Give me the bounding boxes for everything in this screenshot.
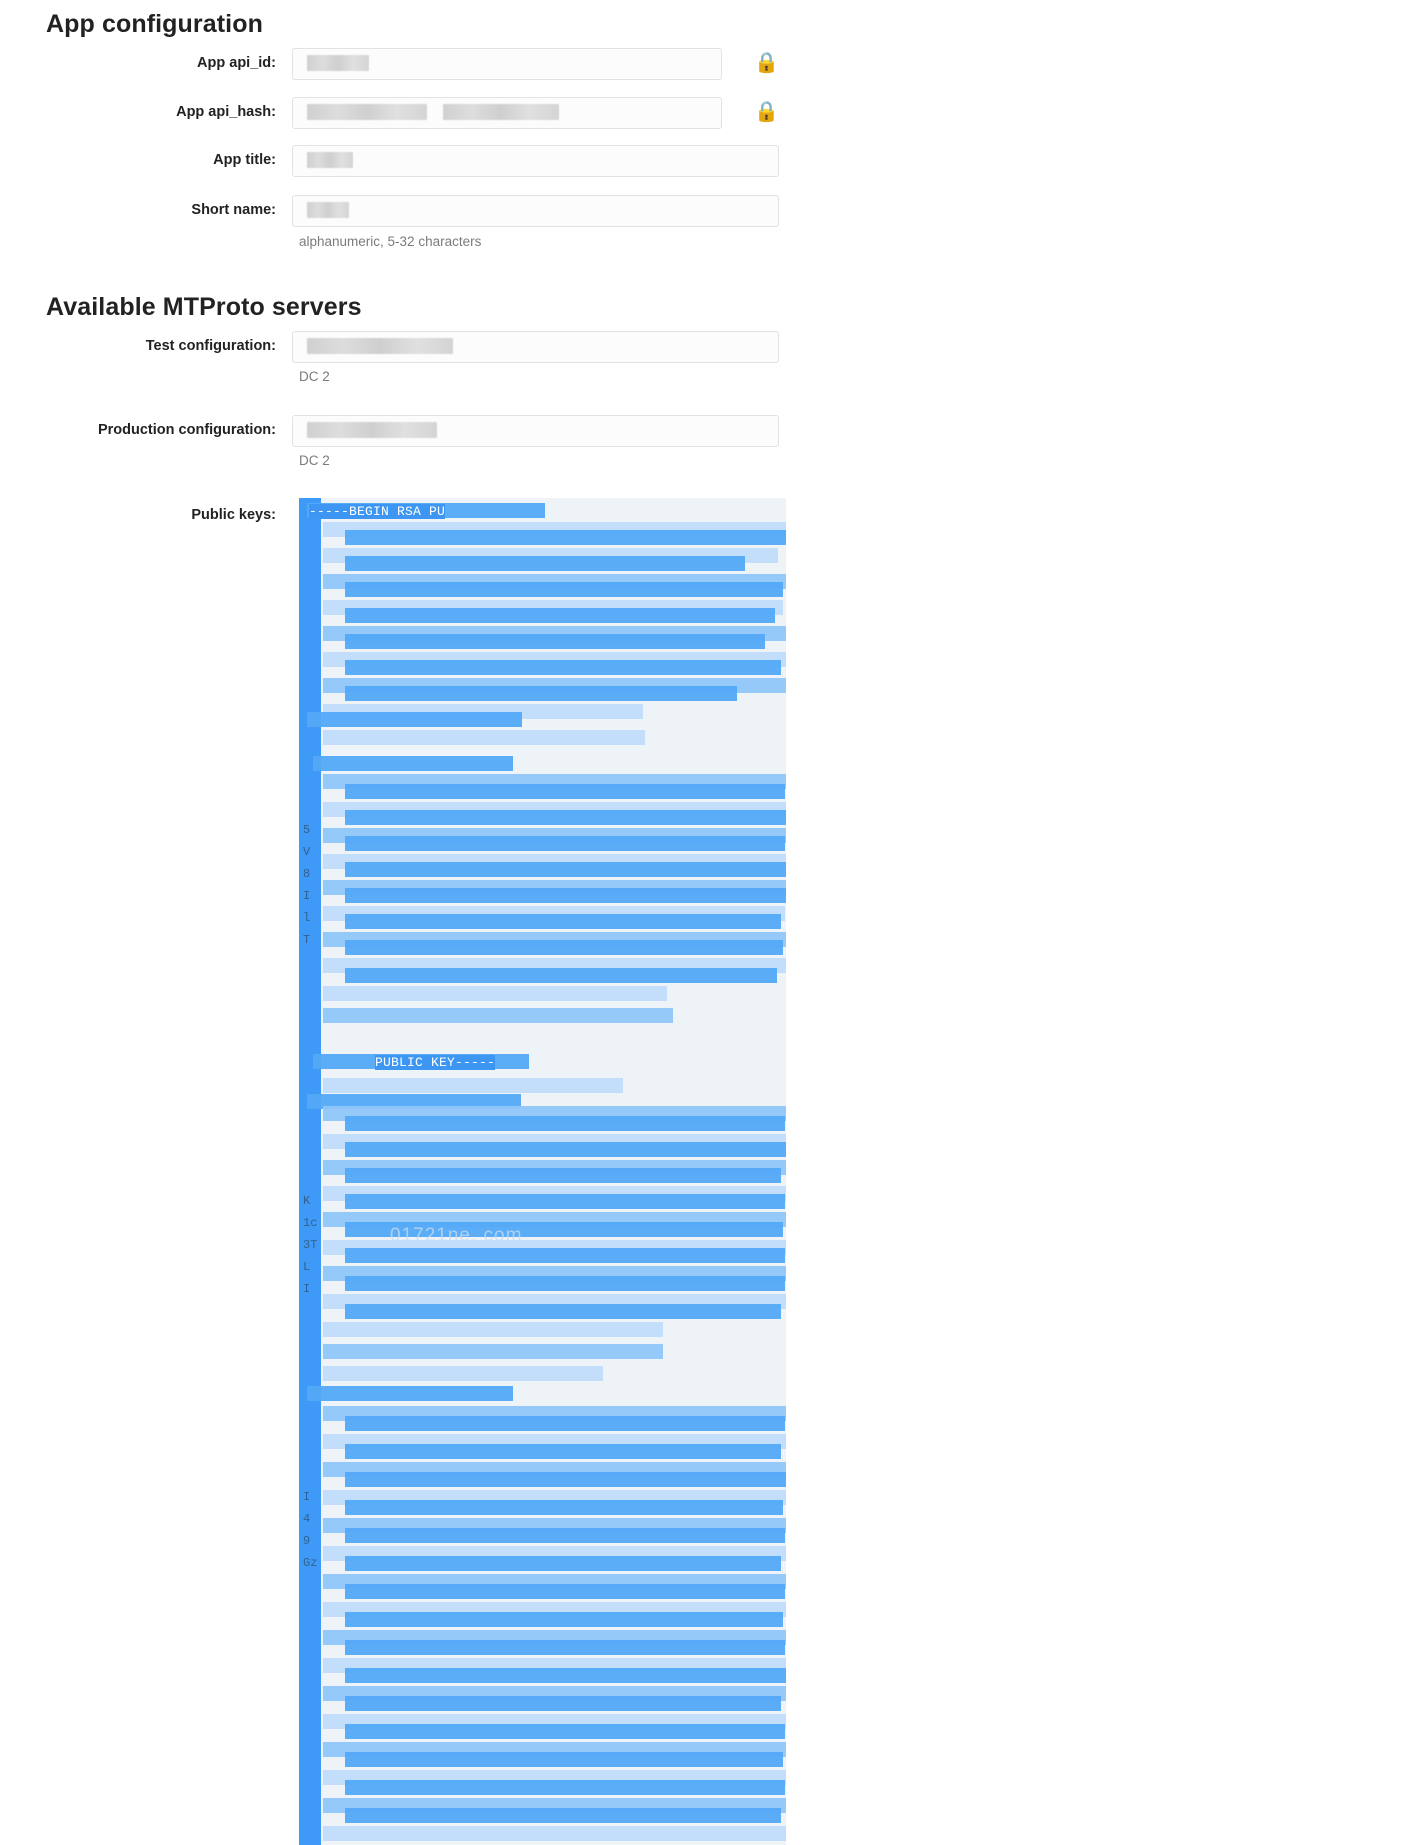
redaction-line bbox=[345, 1780, 785, 1795]
redaction-line bbox=[345, 1116, 785, 1131]
redaction-line bbox=[345, 1528, 785, 1543]
redaction-app-api-hash-part1 bbox=[307, 104, 427, 120]
redaction-line bbox=[345, 940, 783, 955]
redaction-line bbox=[323, 1322, 663, 1337]
label-public-keys: Public keys: bbox=[191, 507, 276, 523]
redaction-line bbox=[323, 1008, 673, 1023]
field-row-app-api-id bbox=[46, 48, 722, 80]
redaction-line bbox=[307, 712, 522, 727]
redaction-line bbox=[345, 608, 775, 623]
field-row-public-keys bbox=[46, 500, 292, 523]
redaction-line bbox=[345, 968, 777, 983]
test-configuration-dc: DC 2 bbox=[299, 369, 330, 384]
input-app-api-id[interactable] bbox=[292, 48, 722, 80]
label-app-api-hash: App api_hash: bbox=[176, 104, 276, 120]
redaction-line bbox=[323, 1078, 623, 1093]
redaction-line bbox=[345, 1724, 785, 1739]
input-short-name[interactable] bbox=[292, 195, 779, 227]
field-row-app-api-hash bbox=[46, 97, 722, 129]
redaction-line bbox=[345, 1556, 781, 1571]
section-title-mtproto: Available MTProto servers bbox=[46, 293, 362, 321]
redaction-line bbox=[345, 1444, 781, 1459]
redaction-line bbox=[345, 634, 765, 649]
lock-icon-api-hash: 🔒 bbox=[754, 101, 779, 123]
redaction-line bbox=[345, 862, 786, 877]
watermark: 01721ne. com bbox=[390, 1225, 523, 1246]
input-app-api-hash[interactable] bbox=[292, 97, 722, 129]
redaction-line bbox=[345, 556, 745, 571]
redaction-line bbox=[345, 1248, 785, 1263]
redaction-line bbox=[345, 582, 783, 597]
redaction-line bbox=[345, 888, 786, 903]
redaction-line bbox=[345, 1276, 785, 1291]
redaction-line bbox=[345, 1304, 781, 1319]
input-app-title[interactable] bbox=[292, 145, 779, 177]
redaction-line bbox=[345, 810, 786, 825]
redaction-line bbox=[345, 1752, 783, 1767]
redaction-line bbox=[345, 1416, 785, 1431]
label-test-configuration: Test configuration: bbox=[145, 338, 276, 354]
redaction-line bbox=[345, 784, 785, 799]
redaction-line bbox=[323, 1826, 786, 1841]
input-test-configuration[interactable] bbox=[292, 331, 779, 363]
redaction-line bbox=[323, 730, 645, 745]
redaction-line bbox=[345, 1640, 785, 1655]
label-app-title: App title: bbox=[213, 152, 276, 168]
section-header-app-configuration bbox=[46, 10, 263, 39]
field-row-test-configuration bbox=[46, 331, 779, 363]
production-configuration-dc: DC 2 bbox=[299, 453, 330, 468]
redaction-app-api-id bbox=[307, 55, 369, 71]
redaction-line bbox=[345, 686, 737, 701]
public-keys-block[interactable]: -----BEGIN RSA PU PUBLIC KEY----- 5 V 8 I l T K 1c 3T L I I 4 9 Gz bbox=[299, 498, 786, 1845]
redaction-line bbox=[345, 1696, 781, 1711]
redaction-short-name bbox=[307, 202, 349, 218]
redaction-line bbox=[345, 1142, 786, 1157]
redaction-line bbox=[345, 1808, 781, 1823]
redaction-line bbox=[345, 836, 785, 851]
redaction-app-api-hash-part2 bbox=[443, 104, 559, 120]
redaction-line bbox=[345, 914, 781, 929]
redaction-line bbox=[323, 986, 667, 1001]
input-production-configuration[interactable] bbox=[292, 415, 779, 447]
redaction-line bbox=[313, 756, 513, 771]
redaction-test-configuration bbox=[307, 338, 453, 354]
label-app-api-id: App api_id: bbox=[197, 55, 276, 71]
field-row-production-configuration bbox=[46, 415, 779, 447]
redaction-line bbox=[345, 1612, 783, 1627]
redaction-line bbox=[345, 1500, 783, 1515]
redaction-line bbox=[345, 660, 781, 675]
redaction-line bbox=[323, 1366, 603, 1381]
redaction-line bbox=[345, 1668, 786, 1683]
public-keys-end-marker: PUBLIC KEY----- bbox=[375, 1055, 496, 1070]
redaction-line bbox=[323, 1344, 663, 1359]
redaction-line bbox=[345, 1194, 785, 1209]
redaction-app-title bbox=[307, 152, 353, 168]
field-row-app-title bbox=[46, 145, 779, 177]
redaction-production-configuration bbox=[307, 422, 437, 438]
section-header-mtproto-servers bbox=[46, 293, 362, 322]
redaction-line bbox=[345, 1584, 785, 1599]
field-row-short-name bbox=[46, 195, 779, 227]
redaction-line bbox=[345, 1472, 786, 1487]
label-short-name: Short name: bbox=[191, 202, 276, 218]
redaction-line bbox=[345, 530, 786, 545]
public-keys-gutter bbox=[299, 498, 321, 1845]
redaction-line bbox=[345, 1168, 781, 1183]
lock-icon-api-id: 🔒 bbox=[754, 52, 779, 74]
redaction-line bbox=[307, 1386, 513, 1401]
label-production-configuration: Production configuration: bbox=[97, 422, 276, 438]
page-title: App configuration bbox=[46, 10, 263, 38]
hint-short-name: alphanumeric, 5-32 characters bbox=[299, 234, 482, 249]
public-keys-begin-marker: -----BEGIN RSA PU bbox=[309, 504, 446, 519]
